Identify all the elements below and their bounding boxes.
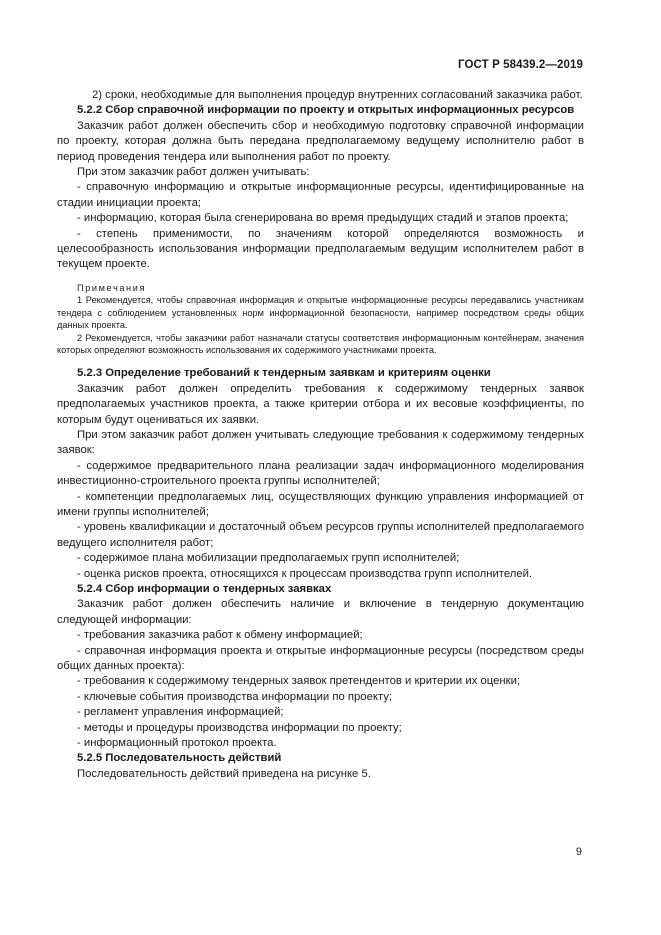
- list-item: - справочную информацию и открытые информационные ресурсы, идентифицированные на стадии инициации проекта;: [57, 181, 584, 209]
- notes-title: Примечания: [77, 282, 147, 293]
- list-item: - информацию, которая была сгенерирована во время предыдущих стадий и этапов проекта;: [77, 212, 569, 225]
- list-item: - информационный протокол проекта.: [77, 737, 277, 750]
- list-item: - оценка рисков проекта, относящихся к процессам производства групп исполнителей.: [77, 567, 533, 580]
- list-item: - степень применимости, по значениям которой определяются возможность и целесообразность использования информации предполагаемым ведущим исполнителем работ в текущем проекте.: [57, 227, 584, 271]
- section-heading-5-2-5: 5.2.5 Последовательность действий: [77, 752, 282, 765]
- list-item: - ключевые события производства информации по проекту;: [77, 690, 393, 703]
- list-item: 2) сроки, необходимые для выполнения процедур внутренних согласований заказчика работ.: [92, 89, 583, 101]
- paragraph: При этом заказчик работ должен учитывать следующие требования к содержимому тендерных заявок:: [57, 428, 584, 457]
- standard-number: ГОСТ Р 58439.2—2019: [458, 59, 583, 71]
- note-item: 1 Рекомендуется, чтобы справочная информация и открытые информационные ресурсы передавались участникам тендера с соблюдением установленных норм информационной безопасности, например посредством среды общих данных проекта.: [57, 295, 584, 331]
- section-heading-5-2-2: 5.2.2 Сбор справочной информации по проекту и открытых информационных ресурсов: [77, 104, 575, 117]
- section-heading-5-2-4: 5.2.4 Сбор информации о тендерных заявках: [77, 583, 332, 595]
- page-content: [57, 88, 584, 782]
- page-number: 9: [575, 846, 582, 858]
- list-item: - содержимое предварительного плана реализации задач информационного моделирования инвестиционно-строительного проекта группы исполнителей;: [57, 459, 584, 488]
- list-item: - методы и процедуры производства информации по проекту;: [77, 721, 402, 734]
- list-item: - содержимое плана мобилизации предполагаемых групп исполнителей;: [77, 552, 460, 565]
- list-item: - требования к содержимому тендерных заявок претендентов и критерии их оценки;: [77, 675, 521, 688]
- list-item: - регламент управления информацией;: [77, 706, 284, 719]
- list-item: - уровень квалификации и достаточный объем ресурсов группы исполнителей предполагаемого ведущего исполнителя работ;: [57, 521, 584, 549]
- list-item: - требования заказчика работ к обмену информацией;: [77, 629, 363, 642]
- paragraph: Последовательность действий приведена на рисунке 5.: [77, 767, 371, 780]
- list-item: - компетенции предполагаемых лиц, осуществляющих функцию управления информацией от имени группы исполнителей;: [57, 490, 584, 518]
- list-item: - справочная информация проекта и открытые информационные ресурсы (посредством среды общих данных проекта):: [57, 644, 584, 673]
- section-heading-5-2-3: 5.2.3 Определение требований к тендерным заявкам и критериям оценки: [77, 367, 491, 380]
- paragraph: Заказчик работ должен обеспечить сбор и необходимую подготовку справочной информации по проекту, которая должна быть передана предполагаемому ведущему исполнителю работ в период проведения тендера или выполнения работ по проекту.: [57, 119, 584, 163]
- notes-block: [57, 282, 584, 356]
- paragraph: При этом заказчик работ должен учитывать:: [77, 166, 310, 179]
- paragraph: Заказчик работ должен определить требования к содержимому тендерных заявок предполагаемых участников проекта, а также критерии отбора и их весовые коэффициенты, по которым будут оцениваться их заявки.: [57, 382, 584, 426]
- note-item: 2 Рекомендуется, чтобы заказчики работ назначали статусы соответствия информационным контейнерам, значения которых определяют возможность использования их содержимого участниками проекта.: [57, 332, 584, 355]
- paragraph: Заказчик работ должен обеспечить наличие и включение в тендерную документацию следующей информации:: [57, 598, 584, 626]
